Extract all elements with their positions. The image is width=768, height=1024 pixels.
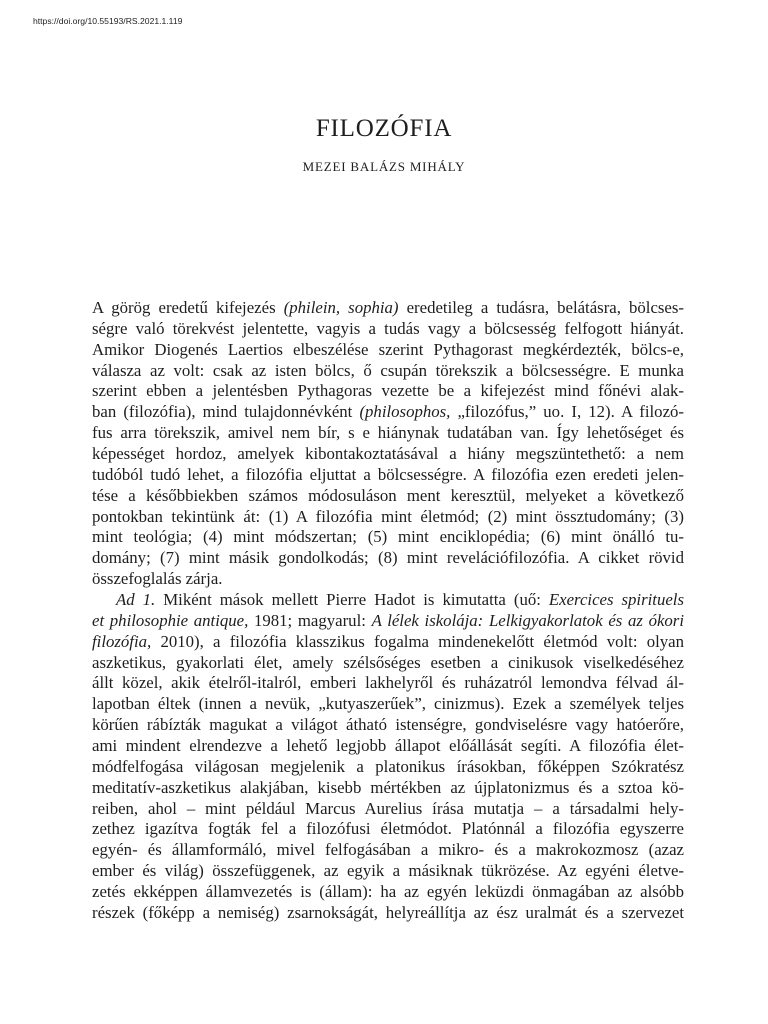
text-line bbox=[92, 402, 684, 423]
text-line bbox=[92, 361, 684, 382]
doi-link[interactable]: https://doi.org/10.55193/RS.2021.1.119 bbox=[33, 16, 183, 26]
text-line bbox=[92, 423, 684, 444]
body-text: válasza az volt: csak az isten bölcs, ő csupán törekszik a bölcsességre. E munka bbox=[92, 360, 684, 380]
body-text: összefoglalás zárja. bbox=[92, 569, 223, 589]
body-text: lapotban éltek (innen a nevük, „kutyaszerűek”, cinizmus). Ezek a személyek teljes bbox=[92, 694, 684, 714]
text-line bbox=[92, 611, 684, 632]
text-line bbox=[92, 527, 684, 548]
body-text: ami mindent elrendezve a lehető legjobb állapot előállását segíti. A filozófia élet- bbox=[92, 736, 684, 756]
text-line bbox=[92, 757, 684, 778]
italic-text: et philosophie antique, bbox=[92, 610, 249, 630]
text-line bbox=[92, 715, 684, 736]
paragraph bbox=[92, 298, 684, 590]
body-text: pontokban tekintünk át: (1) A filozófia mint életmód; (2) mint össztudomány; (3) bbox=[92, 506, 684, 526]
italic-text: filozófia, bbox=[92, 631, 152, 651]
text-line bbox=[92, 840, 684, 861]
paragraph bbox=[92, 590, 684, 924]
text-line bbox=[92, 694, 684, 715]
body-text: tudóból tudó lehet, a filozófia eljuttat a bölcsességre. A filozófia ezen eredeti jelen- bbox=[92, 464, 684, 484]
body-text: tése a későbbiekben számos módosuláson ment keresztül, melyeket a következő bbox=[92, 485, 684, 505]
body-text: ember és világ) összefüggenek, az egyik a másiknak tükrözése. Az egyéni életve- bbox=[92, 861, 684, 881]
body-text: meditatív-aszketikus alakjában, kisebb mértékben az újplatonizmus és a sztoa kö- bbox=[92, 777, 684, 797]
body-text: szerint ebben a jelentésben Pythagoras vezette be a kifejezést mind főnévi alak- bbox=[92, 381, 684, 401]
body-text: A görög eredetű kifejezés bbox=[92, 298, 284, 317]
text-line bbox=[92, 903, 684, 924]
body-text: mint teológia; (4) mint módszertan; (5) mint enciklopédia; (6) mint önálló tu- bbox=[92, 527, 684, 547]
body-text: Miként mások mellett Pierre Hadot is kimutatta (uő: bbox=[155, 590, 549, 610]
body-text: 1981; magyarul: bbox=[248, 610, 372, 630]
body-text: egyén- és államformáló, mivel felfogásában a mikro- és a makrokozmosz (azaz bbox=[92, 840, 684, 860]
body-text: képességet hordoz, amelyek kibontakoztatásával a hiány megszüntethető: a nem bbox=[92, 444, 684, 464]
text-line bbox=[92, 778, 684, 799]
body-text: ségre való törekvést jelentette, vagyis a tudás vagy a bölcsesség felfogott hiányát. bbox=[92, 318, 684, 338]
text-line bbox=[92, 736, 684, 757]
italic-text: (philein, sophia) bbox=[283, 298, 399, 317]
text-line bbox=[92, 882, 684, 903]
text-line bbox=[92, 465, 684, 486]
body-text: állt közel, akik ételről-italról, emberi lakhelyről és ruházatról lemondva félvad ál- bbox=[92, 673, 684, 693]
text-line bbox=[92, 819, 684, 840]
body-text: fus arra törekszik, amivel nem bír, s e hiánynak tudatában van. Így lehetőséget és bbox=[92, 423, 684, 443]
body-text: Amikor Diogenés Laertios elbeszélése szerint Pythagorast megkérdezték, bölcs-e, bbox=[92, 339, 684, 359]
italic-text: (philosophos, bbox=[359, 402, 451, 422]
text-line bbox=[92, 340, 684, 361]
body-text: ban (filozófia), mind tulajdonnévként bbox=[92, 402, 360, 422]
text-line bbox=[92, 381, 684, 402]
body-text: eredetileg a tudásra, belátásra, bölcses- bbox=[398, 298, 684, 317]
italic-text: Exercices spirituels bbox=[548, 590, 684, 610]
text-line bbox=[92, 486, 684, 507]
body-text: reiben, ahol – mint például Marcus Aurelius írása mutatja – a társadalmi hely- bbox=[92, 798, 684, 818]
text-line bbox=[92, 632, 684, 653]
text-line bbox=[92, 653, 684, 674]
body-text: aszketikus, gyakorlati élet, amely szélsőséges esetben a cinikusok viselkedéséhez bbox=[92, 652, 684, 672]
text-line bbox=[92, 298, 684, 319]
italic-text: A lélek iskolája: Lelkigyakorlatok és az ókori bbox=[371, 610, 684, 630]
text-line bbox=[92, 507, 684, 528]
article-body bbox=[92, 298, 684, 924]
body-text: domány; (7) mint másik gondolkodás; (8) mint revelációfilozófia. A cikket rövid bbox=[92, 548, 684, 568]
body-text: körűen rábízták magukat a világot átható istenségre, gondviselésre vagy hatóerőre, bbox=[92, 715, 684, 735]
body-text: zetés ekképpen államvezetés is (állam): ha az egyén leküzdi önmagában az alsóbb bbox=[92, 882, 684, 902]
body-text: „filozófus,” uo. I, 12). A filozó- bbox=[450, 402, 684, 422]
italic-text: Ad 1. bbox=[116, 590, 156, 610]
text-line bbox=[92, 569, 684, 590]
body-text: módfelfogása világosan megjelenik a platonikus írásokban, főképpen Szókratész bbox=[92, 756, 684, 776]
text-line bbox=[92, 799, 684, 820]
article-title: FILOZÓFIA bbox=[315, 115, 453, 142]
body-text: zethez igazítva fogták fel a filozófusi életmódot. Platónnál a filozófia egyszerre bbox=[92, 819, 684, 839]
text-line bbox=[92, 590, 684, 611]
body-text: részek (főképp a nemiség) zsarnokságát, helyreállítja az ész uralmát és a szervezet bbox=[92, 902, 684, 922]
text-line bbox=[92, 319, 684, 340]
article-author: MEZEI BALÁZS MIHÁLY bbox=[302, 159, 466, 174]
text-line bbox=[92, 548, 684, 569]
text-line bbox=[92, 444, 684, 465]
text-line bbox=[92, 861, 684, 882]
text-line bbox=[92, 673, 684, 694]
body-text: 2010), a filozófia klasszikus fogalma mindenekelőtt életmód volt: olyan bbox=[151, 631, 684, 651]
